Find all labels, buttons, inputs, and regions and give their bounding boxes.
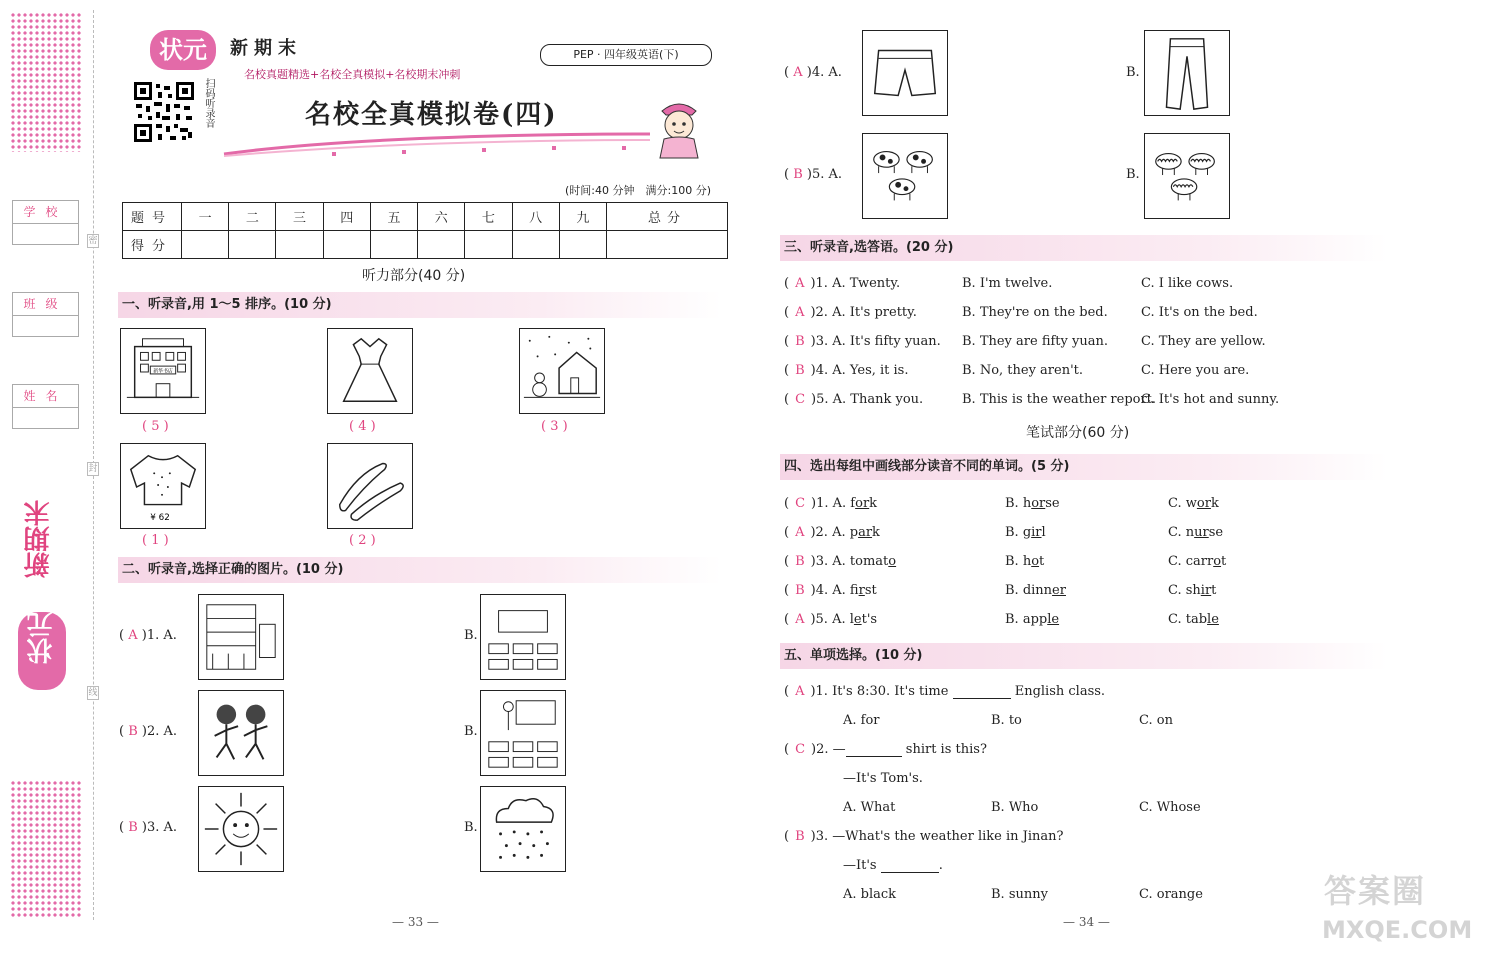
paren: (: [784, 167, 790, 182]
section5-q2-reply: —It's Tom's.: [843, 771, 923, 786]
score-value-row: [123, 231, 728, 259]
section3-q3: ( B )3. A. It's fifty yuan.: [784, 334, 941, 349]
question-number: )2.: [810, 525, 828, 540]
section4-q5: ( A )5. A. let's: [784, 612, 878, 627]
section3-q4-option-b: B. No, they aren't.: [962, 363, 1084, 378]
question-stem-end: English class.: [1014, 684, 1106, 699]
underlined-part: le: [1047, 612, 1060, 627]
word-part: k: [872, 525, 880, 540]
school-field[interactable]: [12, 200, 79, 245]
brand-name: 新期末: [230, 38, 302, 59]
section2-q4-option-b: B.: [1126, 65, 1140, 80]
sidebar-brand-vertical: 新期末: [24, 500, 54, 578]
paren: (: [119, 724, 125, 739]
listening-heading: 听力部分(40 分): [362, 268, 466, 284]
word-part: t's: [861, 612, 878, 627]
score-cell[interactable]: [465, 231, 512, 259]
watermark-logo: 答案圈: [1324, 872, 1427, 910]
section3-q5: ( C )5. A. Thank you.: [784, 392, 924, 407]
sidebar-logo-text: 状元: [27, 612, 57, 664]
underlined-part: o: [1213, 554, 1222, 569]
score-col-7: 七: [465, 203, 512, 231]
word-part: k: [1210, 496, 1219, 511]
question-stem-end: shirt is this?: [905, 742, 987, 757]
section2-q3-option-b: B.: [464, 820, 478, 835]
underlined-part: o: [888, 554, 897, 569]
word-part: B. h: [1005, 496, 1032, 511]
section5-q2-option-c: C. Whose: [1139, 800, 1201, 815]
bread-picture: [327, 443, 413, 529]
page-number-left: — 33 —: [392, 915, 439, 929]
section4-q3-option-c: [1168, 554, 1226, 569]
section1-answer-1: [142, 419, 169, 434]
section4-q2: ( A )2. A. park: [784, 525, 880, 540]
section4-q4: ( B )4. A. first: [784, 583, 877, 598]
section3-q4: ( B )4. A. Yes, it is.: [784, 363, 909, 378]
answer-text: A: [795, 612, 805, 627]
score-col-5: 五: [370, 203, 417, 231]
underlined-part: o: [1031, 554, 1040, 569]
header-subtitle: 名校真题精选+名校全真模拟+名校期末冲刺: [244, 68, 461, 81]
section5-q2: ( C )2. — shirt is this?: [784, 742, 987, 757]
answer-text: C: [795, 392, 806, 407]
underlined-part: e: [853, 612, 862, 627]
section5-q2-option-b: B. Who: [991, 800, 1039, 815]
question-number: )5.: [810, 612, 828, 627]
word-part: st: [864, 583, 877, 598]
teacher-classroom-picture: [480, 690, 566, 776]
option-a: A. It's fifty yuan.: [832, 334, 941, 349]
question-stem: )2. —: [811, 742, 846, 757]
section3-q5-option-c: C. It's hot and sunny.: [1141, 392, 1280, 407]
word-part: B. dinn: [1005, 583, 1053, 598]
score-cell[interactable]: [370, 231, 417, 259]
answer-text: B: [128, 820, 138, 835]
underlined-part: ir: [858, 583, 865, 598]
section2-q3: [119, 820, 177, 835]
word-part: C. carr: [1168, 554, 1214, 569]
class-field[interactable]: [12, 292, 79, 337]
title-swoosh: [222, 128, 652, 158]
score-col-total: 总分: [606, 203, 727, 231]
answer-text: ( 4 ): [349, 419, 376, 434]
section1-title: 一、听录音,用 1～5 排序。(10 分): [118, 292, 722, 318]
section3-q4-option-c: C. Here you are.: [1141, 363, 1250, 378]
score-cell[interactable]: [276, 231, 323, 259]
school-label: 学校: [13, 201, 78, 224]
answer-blank[interactable]: [846, 756, 902, 757]
word-part: A. f: [832, 583, 859, 598]
bookstore-sign: 新华书店: [153, 368, 173, 375]
word-part: C. w: [1168, 496, 1197, 511]
answer-blank[interactable]: [881, 872, 939, 873]
page-number-right: — 34 —: [1063, 915, 1110, 929]
word-part: se: [1208, 525, 1224, 540]
sheep-picture: [1144, 133, 1230, 219]
underlined-part: or: [855, 496, 870, 511]
section5-q3-option-a: A. black: [843, 887, 897, 902]
underlined-part: le: [1207, 612, 1219, 627]
score-cell[interactable]: [418, 231, 465, 259]
section2-q2: [119, 724, 177, 739]
sidebar-logo-vertical: [18, 612, 66, 690]
section5-q3-reply: [843, 858, 943, 873]
score-row2-label: 得分: [123, 231, 182, 259]
section5-q3-option-c: C. orange: [1139, 887, 1203, 902]
word-part: se: [1045, 496, 1060, 511]
question-number: )3. A.: [141, 820, 178, 835]
running-kids-picture: [198, 690, 284, 776]
section4-q1-option-b: [1005, 496, 1060, 511]
logo-text: 状元: [159, 36, 207, 64]
pants-picture: [1144, 30, 1230, 116]
shorts-picture: [862, 30, 948, 116]
answer-text: ( 3 ): [541, 419, 568, 434]
class-label: 班级: [13, 293, 78, 316]
sidebar-dots-bottom: [10, 780, 82, 918]
section4-title: 四、选出每组中画线部分读音不同的单词。(5 分): [780, 454, 1388, 480]
rain-cloud-picture: [480, 786, 566, 872]
underlined-part: or: [1031, 496, 1046, 511]
question-number: )1. A.: [141, 628, 177, 643]
answer-text: B: [795, 363, 805, 378]
word-part: t: [1211, 583, 1217, 598]
sweater-price: ¥ 62: [150, 513, 170, 524]
section3-q3-option-c: C. They are yellow.: [1141, 334, 1266, 349]
page-title: 名校全真模拟卷(四): [305, 100, 558, 130]
answer-text: ( 1 ): [142, 533, 169, 548]
library-picture: [198, 594, 284, 680]
section4-q4-option-c: [1168, 583, 1216, 598]
reply-end: .: [938, 858, 943, 873]
option-a: A. Twenty.: [832, 276, 901, 291]
underlined-part: ur: [1194, 525, 1209, 540]
section4-q2-option-b: [1005, 525, 1046, 540]
section3-title: 三、听录音,选答语。(20 分): [780, 235, 1388, 261]
word-part: C. n: [1168, 525, 1195, 540]
word-part: C. tab: [1168, 612, 1208, 627]
word-part: A. p: [832, 525, 859, 540]
seal-feng: 封: [88, 464, 98, 474]
section2-q5: [784, 167, 842, 182]
section3-q2: ( A )2. A. It's pretty.: [784, 305, 917, 320]
dress-picture: [327, 328, 413, 414]
reply-text: —It's: [843, 858, 877, 873]
score-col-9: 九: [559, 203, 606, 231]
word-part: A. l: [832, 612, 854, 627]
score-col-2: 二: [229, 203, 276, 231]
score-table: [122, 202, 728, 259]
score-col-3: 三: [276, 203, 323, 231]
section1-answer-2: [349, 419, 376, 434]
paren: (: [119, 628, 125, 643]
section4-q4-option-b: [1005, 583, 1066, 598]
question-number: )3.: [810, 334, 829, 349]
underlined-part: er: [1052, 583, 1066, 598]
answer-text: ( 2 ): [349, 533, 376, 548]
scan-hint: 扫码听录音: [203, 78, 214, 128]
name-label: 姓名: [13, 385, 78, 408]
section2-q5-option-b: B.: [1126, 167, 1140, 182]
section1-answer-3: [541, 419, 568, 434]
answer-text: B: [795, 583, 805, 598]
answer-text: A: [795, 305, 805, 320]
seal-xian: 线: [88, 688, 98, 698]
option-a: A. Thank you.: [832, 392, 924, 407]
score-col-4: 四: [323, 203, 370, 231]
paren: (: [119, 820, 125, 835]
time-note: (时间:40 分钟 满分:100 分): [565, 184, 711, 197]
mascot-figure: [648, 95, 710, 160]
answer-blank[interactable]: [953, 698, 1011, 699]
section4-q1: ( C )1. A. fork: [784, 496, 878, 511]
word-part: B. h: [1005, 554, 1032, 569]
qr-code[interactable]: [132, 80, 196, 144]
section4-q3-option-b: [1005, 554, 1044, 569]
question-number: )1.: [811, 496, 829, 511]
cows-picture: [862, 133, 948, 219]
question-number: )2.: [810, 305, 828, 320]
section2-q1: [119, 628, 177, 643]
section5-q3: ( B )3. —What's the weather like in Jinan?: [784, 829, 1064, 844]
section2-q2-option-b: B.: [464, 724, 478, 739]
score-cell[interactable]: [559, 231, 606, 259]
section2-title: 二、听录音,选择正确的图片。(10 分): [118, 557, 722, 583]
answer-text: B: [793, 167, 803, 182]
answer-text: ( 5 ): [142, 419, 169, 434]
score-cell[interactable]: [229, 231, 276, 259]
word-part: t: [1221, 554, 1227, 569]
section1-answer-4: [142, 533, 169, 548]
score-cell[interactable]: [323, 231, 370, 259]
answer-text: C: [795, 742, 806, 757]
score-cell[interactable]: [182, 231, 229, 259]
section5-q3-option-b: B. sunny: [991, 887, 1048, 902]
logo: [150, 30, 216, 70]
word-part: B. g: [1005, 525, 1032, 540]
section4-q2-option-c: [1168, 525, 1223, 540]
name-field[interactable]: [12, 384, 79, 429]
word-part: k: [869, 496, 878, 511]
section3-q3-option-b: B. They are fifty yuan.: [962, 334, 1108, 349]
classroom-picture: [480, 594, 566, 680]
paren: (: [784, 65, 790, 80]
answer-text: A: [793, 65, 803, 80]
section4-q5-option-b: [1005, 612, 1059, 627]
score-cell[interactable]: [512, 231, 559, 259]
option-a: A. It's pretty.: [832, 305, 917, 320]
sweater-picture: [120, 443, 206, 529]
answer-text: B: [128, 724, 138, 739]
underlined-part: ir: [1031, 525, 1042, 540]
section2-q4: [784, 65, 842, 80]
answer-text: C: [795, 496, 806, 511]
question-number: )2. A.: [141, 724, 178, 739]
answer-text: B: [795, 334, 805, 349]
answer-text: B: [795, 554, 805, 569]
section3-q5-option-b: B. This is the weather report.: [962, 392, 1157, 407]
section3-q2-option-b: B. They're on the bed.: [962, 305, 1108, 320]
sidebar-dots-top: [10, 12, 82, 152]
section3-q2-option-c: C. It's on the bed.: [1141, 305, 1258, 320]
writing-heading: 笔试部分(60 分): [1026, 425, 1130, 441]
underlined-part: or: [1196, 496, 1211, 511]
section3-q1-option-b: B. I'm twelve.: [962, 276, 1053, 291]
answer-text: A: [795, 684, 805, 699]
section2-q1-option-b: B.: [464, 628, 478, 643]
score-cell[interactable]: [606, 231, 727, 259]
bookstore-picture: [120, 328, 206, 414]
word-part: B. app: [1005, 612, 1048, 627]
question-number: )4.: [810, 583, 829, 598]
section5-q1-option-b: B. to: [991, 713, 1022, 728]
seal-mi: 密: [88, 236, 98, 246]
answer-text: A: [795, 525, 805, 540]
watermark-url: MXQE.COM: [1322, 916, 1473, 944]
word-part: A. f: [832, 496, 856, 511]
section1-answer-5: [349, 533, 376, 548]
sun-picture: [198, 786, 284, 872]
question-number: )5.: [811, 392, 829, 407]
score-row1-label: 题号: [123, 203, 182, 231]
edition-badge: PEP · 四年级英语(下): [540, 44, 712, 66]
word-part: A. tomat: [832, 554, 889, 569]
underlined-part: ir: [1200, 583, 1212, 598]
word-part: t: [1039, 554, 1045, 569]
section5-q1: ( A )1. It's 8:30. It's time English class.: [784, 684, 1106, 699]
section5-q2-option-a: A. What: [843, 800, 896, 815]
option-a: A. Yes, it is.: [832, 363, 909, 378]
section5-q1-option-c: C. on: [1139, 713, 1173, 728]
score-col-1: 一: [182, 203, 229, 231]
answer-text: A: [128, 628, 138, 643]
question-stem: )1. It's 8:30. It's time: [810, 684, 949, 699]
snowy-house-picture: [519, 328, 605, 414]
word-part: C. sh: [1168, 583, 1201, 598]
section3-q1-option-c: C. I like cows.: [1141, 276, 1234, 291]
section5-title: 五、单项选择。(10 分): [780, 643, 1388, 669]
section4-q3: ( B )3. A. tomato: [784, 554, 897, 569]
answer-text: B: [795, 829, 805, 844]
section4-q1-option-c: [1168, 496, 1219, 511]
question-number: )1.: [810, 276, 828, 291]
question-number: )4.: [810, 363, 829, 378]
question-stem: )3. —What's the weather like in Jinan?: [810, 829, 1064, 844]
question-number: )3.: [810, 554, 829, 569]
question-number: )4. A.: [806, 65, 842, 80]
section5-q1-option-a: A. for: [843, 713, 880, 728]
score-col-8: 八: [512, 203, 559, 231]
question-number: )5. A.: [806, 167, 843, 182]
word-part: l: [1041, 525, 1046, 540]
underlined-part: ar: [858, 525, 873, 540]
section4-q5-option-c: [1168, 612, 1219, 627]
score-header-row: [123, 203, 728, 231]
section3-q1: ( A )1. A. Twenty.: [784, 276, 901, 291]
answer-text: A: [795, 276, 805, 291]
score-col-6: 六: [418, 203, 465, 231]
